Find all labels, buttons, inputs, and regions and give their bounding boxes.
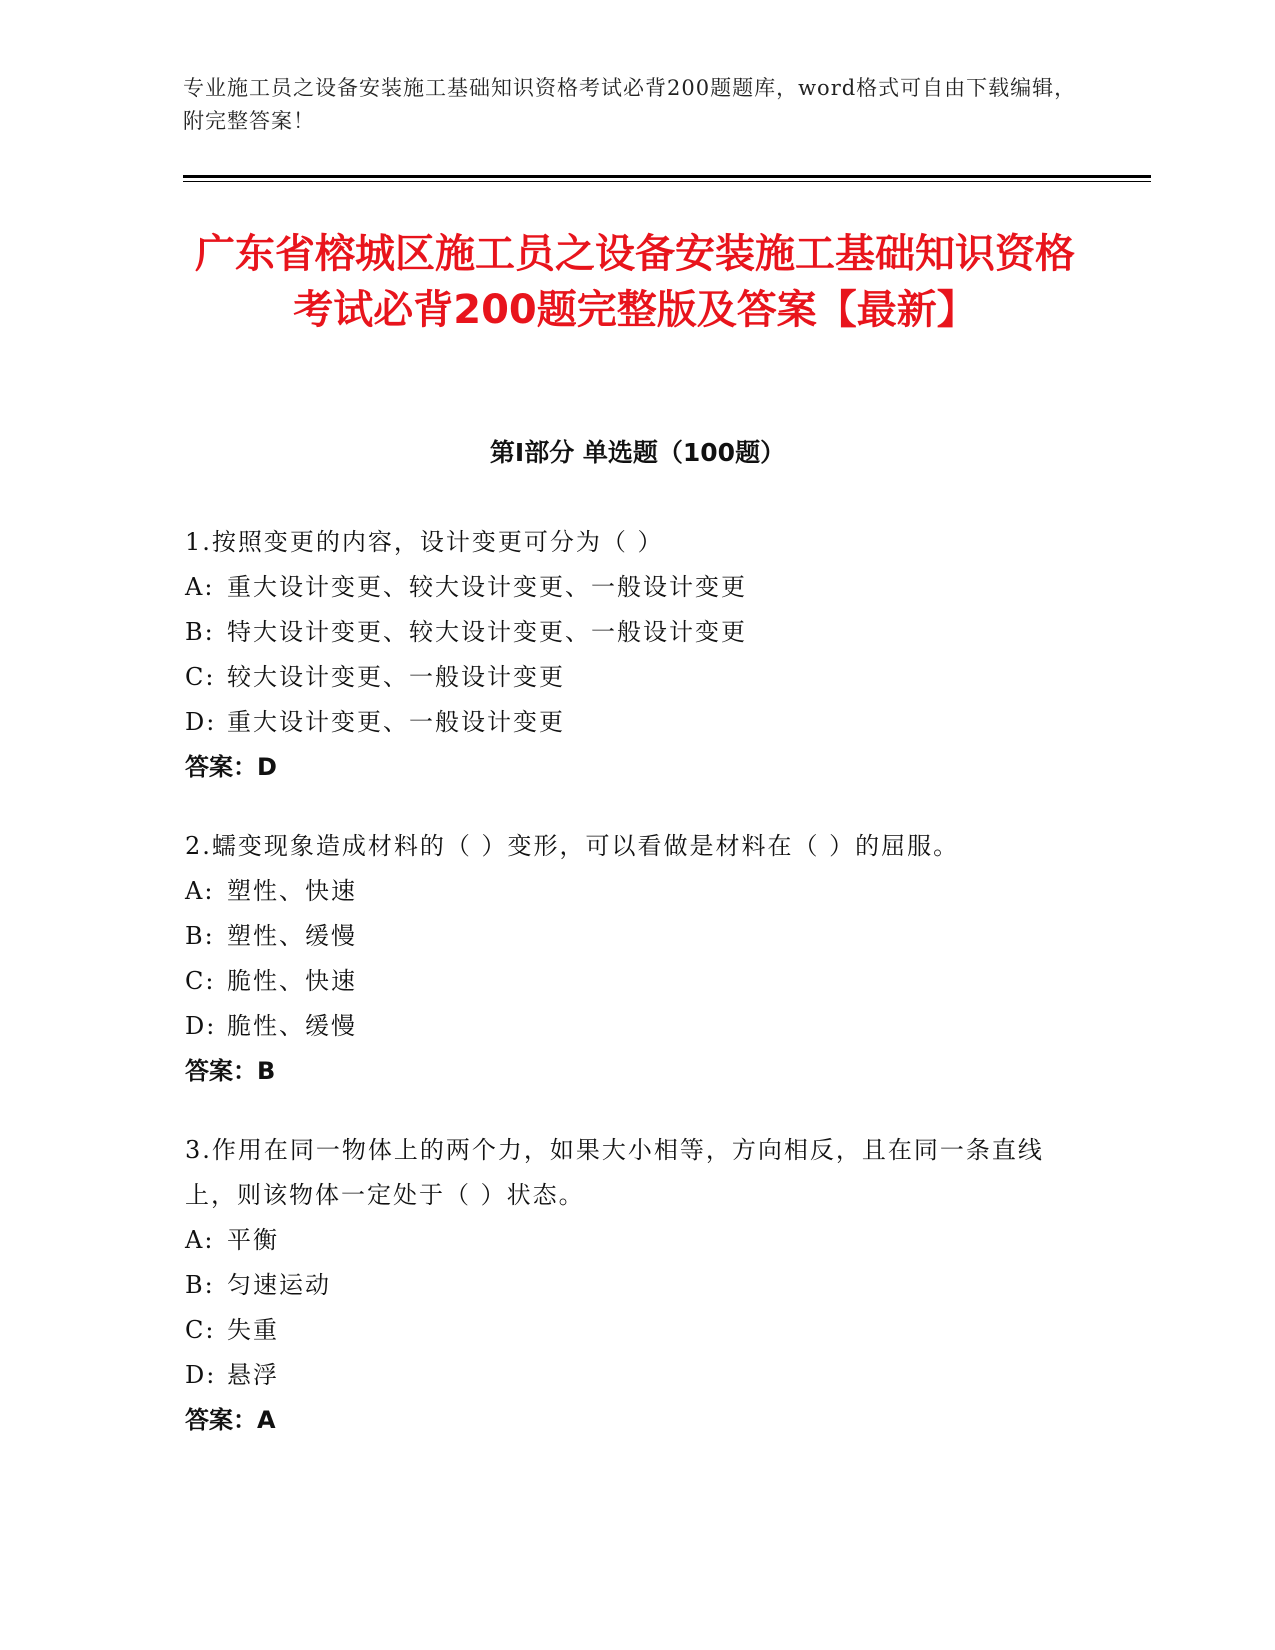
- option-d: [185, 1353, 1055, 1398]
- option-b: [185, 610, 1055, 655]
- option-c: [185, 959, 1055, 1004]
- option-letter: A:: [185, 1226, 215, 1254]
- option-letter: B:: [185, 618, 215, 646]
- option-text: 悬浮: [227, 1361, 279, 1389]
- option-text: 较大设计变更、一般设计变更: [227, 663, 565, 691]
- header-note: 专业施工员之设备安装施工基础知识资格考试必背200题题库，word格式可自由下载编辑，附完整答案！: [183, 76, 1077, 133]
- option-text: 塑性、快速: [227, 877, 357, 905]
- option-letter: A:: [185, 573, 215, 601]
- option-a: [185, 1218, 1055, 1263]
- answer-line: 答案：A: [185, 1406, 276, 1434]
- option-text: 匀速运动: [227, 1271, 331, 1299]
- question-stem: 3.作用在同一物体上的两个力，如果大小相等，方向相反，且在同一条直线上，则该物体一定处于（ ）状态。: [185, 1136, 1044, 1209]
- document-title: 广东省榕城区施工员之设备安装施工基础知识资格考试必背200题完整版及答案【最新】: [195, 231, 1075, 333]
- option-letter: C:: [185, 1316, 216, 1344]
- option-letter: C:: [185, 967, 216, 995]
- option-letter: C:: [185, 663, 216, 691]
- option-text: 失重: [227, 1316, 279, 1344]
- option-letter: B:: [185, 922, 215, 950]
- option-letter: B:: [185, 1271, 215, 1299]
- question-2: [185, 824, 1055, 1094]
- option-d: [185, 700, 1055, 745]
- option-b: [185, 914, 1055, 959]
- option-c: [185, 1308, 1055, 1353]
- option-letter: A:: [185, 877, 215, 905]
- option-letter: D:: [185, 1012, 217, 1040]
- option-a: [185, 869, 1055, 914]
- option-text: 脆性、缓慢: [227, 1012, 357, 1040]
- option-text: 重大设计变更、一般设计变更: [227, 708, 565, 736]
- answer-line: 答案：D: [185, 753, 277, 781]
- question-stem: 1.按照变更的内容，设计变更可分为（ ）: [185, 528, 664, 556]
- question-1: [185, 520, 1055, 790]
- option-a: [185, 565, 1055, 610]
- question-stem: 2.蠕变现象造成材料的（ ）变形，可以看做是材料在（ ）的屈服。: [185, 832, 960, 860]
- option-b: [185, 1263, 1055, 1308]
- option-text: 塑性、缓慢: [227, 922, 357, 950]
- option-letter: D:: [185, 708, 217, 736]
- option-text: 脆性、快速: [227, 967, 357, 995]
- question-3: [185, 1128, 1055, 1443]
- option-c: [185, 655, 1055, 700]
- option-d: [185, 1004, 1055, 1049]
- question-list: [185, 520, 1055, 1477]
- option-text: 重大设计变更、较大设计变更、一般设计变更: [227, 573, 747, 601]
- option-text: 特大设计变更、较大设计变更、一般设计变更: [227, 618, 747, 646]
- answer-line: 答案：B: [185, 1057, 276, 1085]
- section-heading: 第I部分 单选题（100题）: [489, 438, 786, 467]
- option-text: 平衡: [227, 1226, 279, 1254]
- header-rule-thin: [183, 181, 1151, 182]
- option-letter: D:: [185, 1361, 217, 1389]
- header-rule-thick: [183, 175, 1151, 178]
